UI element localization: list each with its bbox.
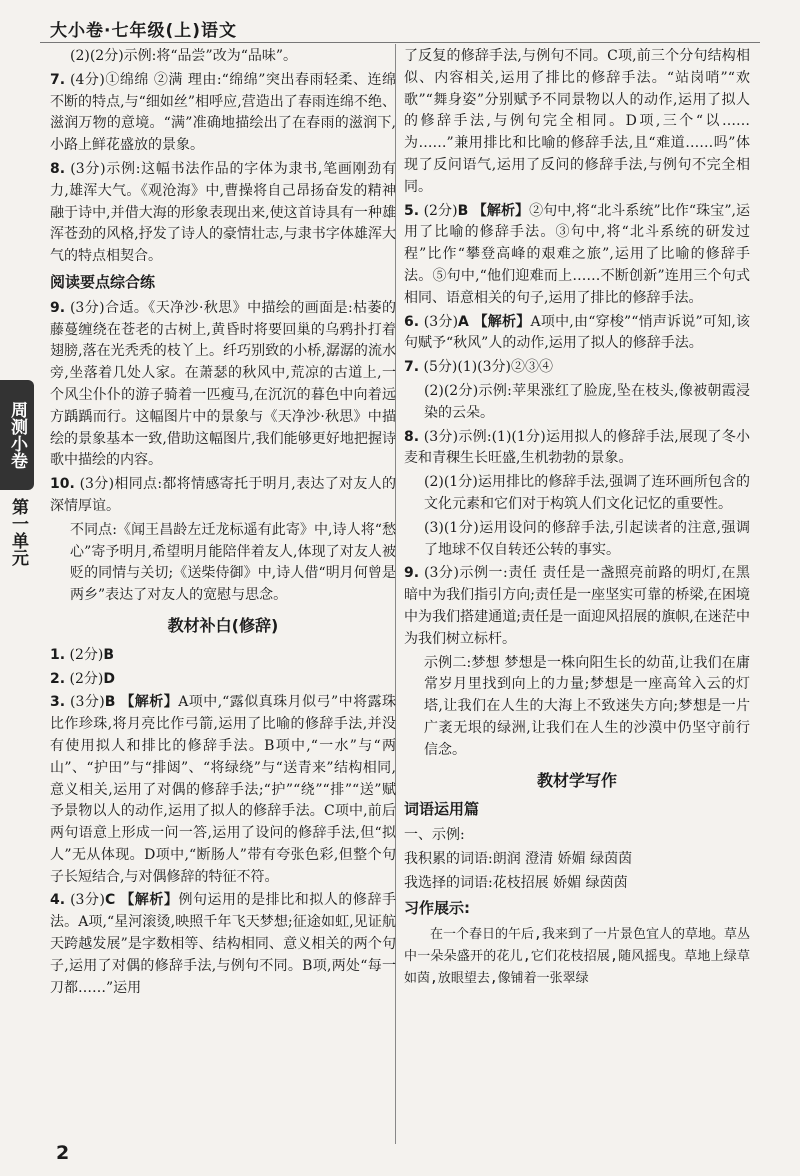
tq5-score: (2分)	[423, 202, 458, 219]
q9-answer	[50, 298, 396, 472]
tq5-choice: B	[457, 202, 469, 219]
example-label: 一、示例:	[404, 827, 465, 844]
page-number: 2	[56, 1142, 70, 1164]
tq5-analysis-tag: 【解析】	[472, 202, 530, 219]
spine-tab-weekly-quiz: 周测小卷	[0, 380, 34, 490]
tq6-answer	[404, 312, 750, 356]
words-selected: 我选择的词语:花枝招展 娇媚 绿茵茵	[404, 874, 628, 891]
tq9-answer	[404, 563, 750, 650]
words-subsection-title: 词语运用篇	[404, 800, 480, 819]
tq9-example2: 示例二:梦想 梦想是一株向阳生长的幼苗,让我们在庸常岁月里找到向上的力量;梦想是一座高耸入云的灯塔,让我们在人生的大海上不致迷失方向;梦想是一片广袤无垠的绿洲,让我们在人生的沙漠中仍坚守前行信念。	[424, 654, 750, 758]
tq4-number: 4.	[50, 892, 66, 909]
tq6-text: A项中,由“穿梭”“悄声诉说”可知,该句赋予“秋风”人的动作,运用了拟人的修辞手法。	[404, 313, 750, 352]
tq7-number: 7.	[404, 359, 420, 376]
tq4-continued: 了反复的修辞手法,与例句不同。C项,前三个分句结构相似、内容相关,运用了排比的修辞手法。“站岗哨”“欢歌”“舞身姿”分别赋予不同景物以人的动作,运用了拟人的修辞手法,与例句完全相同。D项,三个“以……为……”兼用排比和比喻的修辞手法,且“难道……吗”体现了反问语气,运用了反问的修辞手法,与例句不完全相同。	[404, 48, 750, 195]
q10-similarity: (3分)相同点:都将情感寄托于明月,表达了对友人的深情厚谊。	[50, 476, 396, 514]
tq4-choice: C	[104, 892, 116, 909]
tq4-score: (3分)	[70, 892, 105, 909]
tq7-answer	[404, 357, 750, 379]
tq5-answer	[404, 201, 750, 310]
essay-show-label: 习作展示:	[404, 899, 470, 918]
q7-number: 7.	[50, 71, 66, 88]
spine-unit-label: 第一单元	[8, 498, 28, 566]
tq7-part2: (2)(2分)示例:苹果涨红了脸庞,坠在枝头,像被朝霞浸染的云朵。	[424, 382, 750, 421]
right-column	[404, 46, 750, 1146]
tq8-part3: (3)(1分)运用设问的修辞手法,引起读者的注意,强调了地球不仅自转还公转的事实。	[424, 519, 750, 558]
q8-answer	[50, 159, 396, 268]
tq8-number: 8.	[404, 428, 420, 445]
header-title: 大小卷·七年级(上)语文	[50, 21, 237, 41]
tq7-part1: (5分)(1)(3分)②③④	[423, 359, 554, 376]
tq1-answer	[50, 645, 396, 667]
tq8-answer	[404, 427, 750, 471]
tq3-number: 3.	[50, 694, 66, 711]
q9-text: (3分)合适。《天净沙·秋思》中描绘的画面是:枯萎的藤蔓缠绕在苍老的古树上,黄昏时将要回巢的乌鸦扑打着翅膀,落在光秃秃的枝丫上。纤巧别致的小桥,潺潺的流水旁,坐落着几处人家。在萧瑟的秋风中,荒凉的古道上,一个风尘仆仆的游子骑着一匹瘦马,在沉沉的暮色中向着远方踽踽而行。这幅图片中的景象与《天净沙·秋思》中描绘的景象基本一致,借助这幅图片,我们能够更好地把握诗歌中描绘的内容。	[50, 299, 396, 469]
q7-answer	[50, 70, 396, 157]
tq2-number: 2.	[50, 670, 66, 687]
tq2-choice: D	[103, 670, 115, 687]
essay-text: 在一个春日的午后,我来到了一片景色宜人的草地。草丛中一朵朵盛开的花儿,它们花枝招展,随风摇曳。草地上绿草如茵,放眼望去,像铺着一张翠绿	[404, 927, 750, 987]
tq5-number: 5.	[404, 202, 420, 219]
q10-number: 10.	[50, 476, 75, 493]
tq2-score: (2分)	[69, 670, 104, 687]
tq6-analysis-tag: 【解析】	[473, 313, 531, 330]
tq5-text: ②句中,将“北斗系统”比作“珠宝”,运用了比喻的修辞手法。③句中,将“北斗系统的研发过程”比作“攀登高峰的艰难之旅”,运用了比喻的修辞手法。⑤句中,“他们迎难而上……不断创新”连用三个句式相同、语意相关的句子,运用了排比的修辞手法。	[404, 202, 750, 306]
tq6-choice: A	[458, 313, 469, 330]
tq3-answer	[50, 692, 396, 888]
left-column	[50, 46, 396, 1146]
words-accumulated: 我积累的词语:朗润 澄清 娇媚 绿茵茵	[404, 850, 633, 867]
q9-number: 9.	[50, 299, 66, 316]
tq3-text: A项中,“露似真珠月似弓”中将露珠比作珍珠,将月亮比作弓箭,运用了比喻的修辞手法,并没有使用拟人和排比的修辞手法。B项中,“一水”与“两山”、“护田”与“排闼”、“将绿绕”与“送青来”结构相同,意义相关,运用了对偶的修辞手法;“护”“绕”“排”“送”赋予景物以人的动作,运用了拟人的修辞手法。C项中,前后两句语意上形成一问一答,运用了设问的修辞手法,但“拟人”无从体现。D项中,“断肠人”带有夸张色彩,但整个句子长短结合,与对偶修辞的特征不符。	[50, 694, 396, 885]
page-header	[40, 10, 760, 43]
reading-section-title: 阅读要点综合练	[50, 272, 156, 291]
q7-text: (4分)①绵绵 ②满 理由:“绵绵”突出春雨轻柔、连绵不断的特点,与“细如丝”相呼应,营造出了春雨连绵不绝、滋润万物的意境。“满”准确地描绘出了在春雨的滋润下,小路上鲜花盛放的景象。	[50, 71, 396, 154]
tq9-number: 9.	[404, 565, 420, 582]
q8-number: 8.	[50, 160, 66, 177]
tq6-score: (3分)	[423, 313, 459, 330]
tq1-choice: B	[103, 646, 115, 663]
tq4-analysis-tag: 【解析】	[120, 892, 179, 909]
tq2-answer	[50, 669, 396, 691]
q10-difference: 不同点:《闻王昌龄左迁龙标遥有此寄》中,诗人将“愁心”寄予明月,希望明月能陪伴着友人,体现了对友人被贬的同情与关切;《送柴侍御》中,诗人借“明月何曾是两乡”表达了对友人的宽慰与思念。	[70, 521, 396, 604]
tq1-score: (2分)	[69, 646, 104, 663]
tq1-number: 1.	[50, 646, 66, 663]
q10-answer	[50, 474, 396, 518]
tq6-number: 6.	[404, 313, 420, 330]
tq3-analysis-tag: 【解析】	[120, 694, 179, 711]
tq8-part2: (2)(1分)运用排比的修辞手法,强调了连环画所包含的文化元素和它们对于构筑人们文化记忆的重要性。	[424, 474, 750, 512]
tq8-part1: (3分)示例:(1)(1分)运用拟人的修辞手法,展现了冬小麦和青稞生长旺盛,生机勃勃的景象。	[404, 428, 750, 467]
tq4-answer	[50, 890, 396, 999]
tq3-choice: B	[104, 694, 116, 711]
tq9-example1: (3分)示例一:责任 责任是一盏照亮前路的明灯,在黑暗中为我们指引方向;责任是一座坚实可靠的桥梁,在困境中为我们搭建通道;责任是一面迎风招展的旗帜,在迷茫中为我们树立标杆。	[404, 565, 750, 647]
writing-section-title: 教材学写作	[536, 770, 617, 790]
textbook-section-title: 教材补白(修辞)	[167, 615, 279, 635]
q8-text: (3分)示例:这幅书法作品的字体为隶书,笔画刚劲有力,雄浑大气。《观沧海》中,曹操将自己昂扬奋发的精神融于诗中,并借大海的形象表现出来,使这首诗具有一种雄浑苍劲的风格,抒发了诗人的豪情壮志,与隶书字体雄浑大气的特点相契合。	[50, 160, 396, 265]
q6-part2: (2)(2分)示例:将“品尝”改为“品味”。	[70, 48, 298, 64]
tq3-score: (3分)	[69, 694, 105, 711]
tq4-text: 例句运用的是排比和拟人的修辞手法。A项,“星河滚烫,映照千年飞天梦想;征途如虹,见证航天跨越发展”是字数相等、结构相同、意义相关的两个句子,运用了对偶的修辞手法,与例句不同。B项,两处“每一刀都……”运用	[50, 892, 396, 996]
